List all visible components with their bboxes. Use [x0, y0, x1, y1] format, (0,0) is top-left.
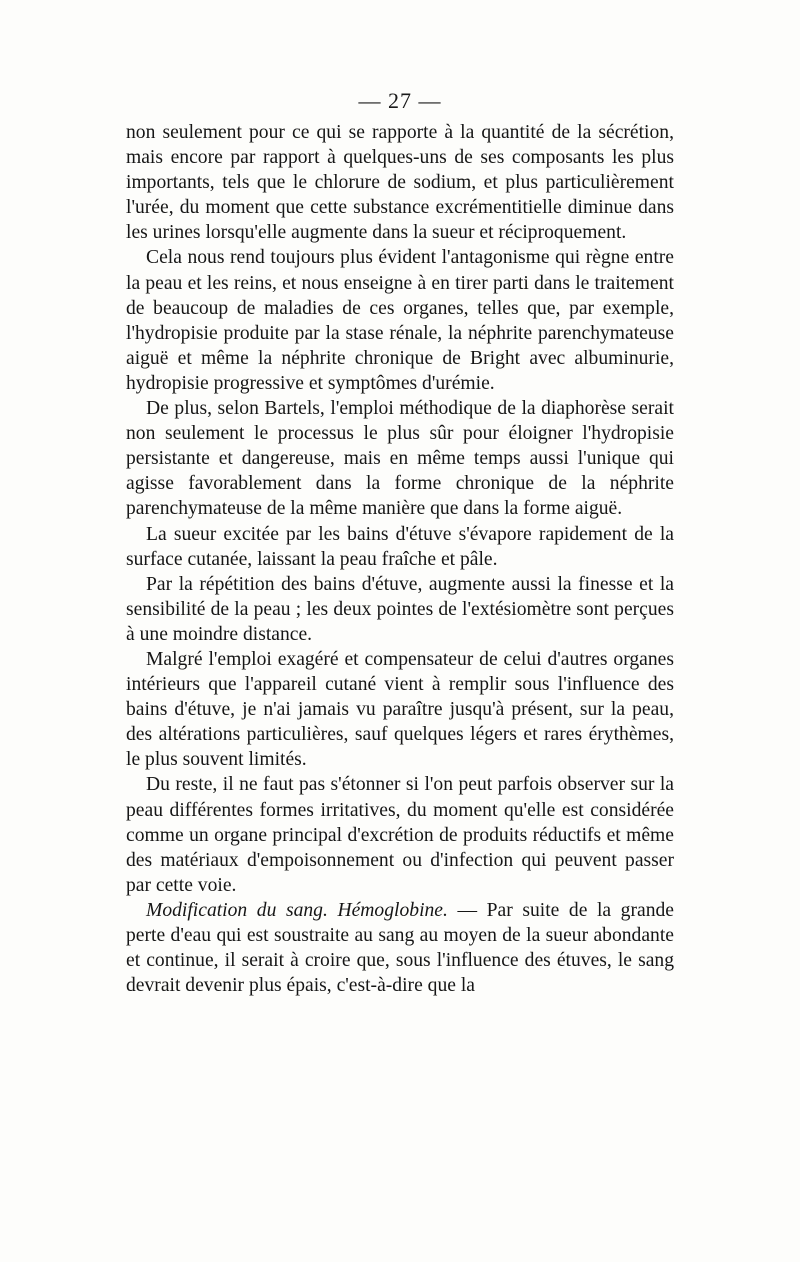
- page-number: — 27 —: [358, 88, 442, 113]
- paragraph-3: De plus, selon Bartels, l'emploi méthodique de la diaphorèse serait non seulement le processus le plus sûr pour éloigner l'hydropisie persistante et dangereuse, mais en même temps aussi l'unique qui agisse favorablement dans la forme chronique de la néphrite parenchymateuse de la même manière que dans la forme aiguë.: [126, 398, 674, 520]
- paragraph-1: non seulement pour ce qui se rapporte à la quantité de la sécrétion, mais encore par rapport à quelques-uns de ses composants les plus importants, tels que le chlorure de sodium, et plus particulièrement l'urée, du moment que cette substance excrémentitielle diminue dans les urines lorsqu'elle augmente dans la sueur et réciproquement.: [126, 122, 674, 244]
- paragraph-6: Malgré l'emploi exagéré et compensateur de celui d'autres organes intérieurs que l'appareil cutané vient à remplir sous l'influence des bains d'étuve, je n'ai jamais vu paraître jusqu'à présent, sur la peau, des altérations particulières, sauf quelques légers et rares érythèmes, le plus souvent limités.: [126, 648, 674, 771]
- paragraph-8: [126, 898, 674, 998]
- body-text: [126, 120, 674, 998]
- paragraph-4: La sueur excitée par les bains d'étuve s'évapore rapidement de la surface cutanée, laissant la peau fraîche et pâle.: [126, 523, 674, 570]
- paragraph-2: Cela nous rend toujours plus évident l'antagonisme qui règne entre la peau et les reins, et nous enseigne à en tirer parti dans le traitement de beaucoup de maladies de ces organes, telles que, par exemple, l'hydropisie produite par la stase rénale, la néphrite parenchymateuse aiguë et même la néphrite chronique de Bright avec albuminurie, hydropisie progressive et symptômes d'urémie.: [126, 247, 674, 394]
- paragraph-8-text: — Par suite de la grande perte d'eau qui est soustraite au sang au moyen de la sueur abondante et continue, il serait à croire que, sous l'influence des étuves, le sang devrait devenir plus épais, c'est-à-dire que la: [126, 899, 674, 997]
- paragraph-5: Par la répétition des bains d'étuve, augmente aussi la finesse et la sensibilité de la peau ; les deux pointes de l'extésiomètre sont perçues à une moindre distance.: [126, 573, 674, 645]
- section-title: Modification du sang. Hémoglobine.: [146, 899, 448, 921]
- paragraph-7: Du reste, il ne faut pas s'étonner si l'on peut parfois observer sur la peau différentes formes irritatives, du moment qu'elle est considérée comme un organe principal d'excrétion de produits réductifs et même des matériaux d'empoisonnement ou d'infection qui peuvent passer par cette voie.: [126, 774, 674, 896]
